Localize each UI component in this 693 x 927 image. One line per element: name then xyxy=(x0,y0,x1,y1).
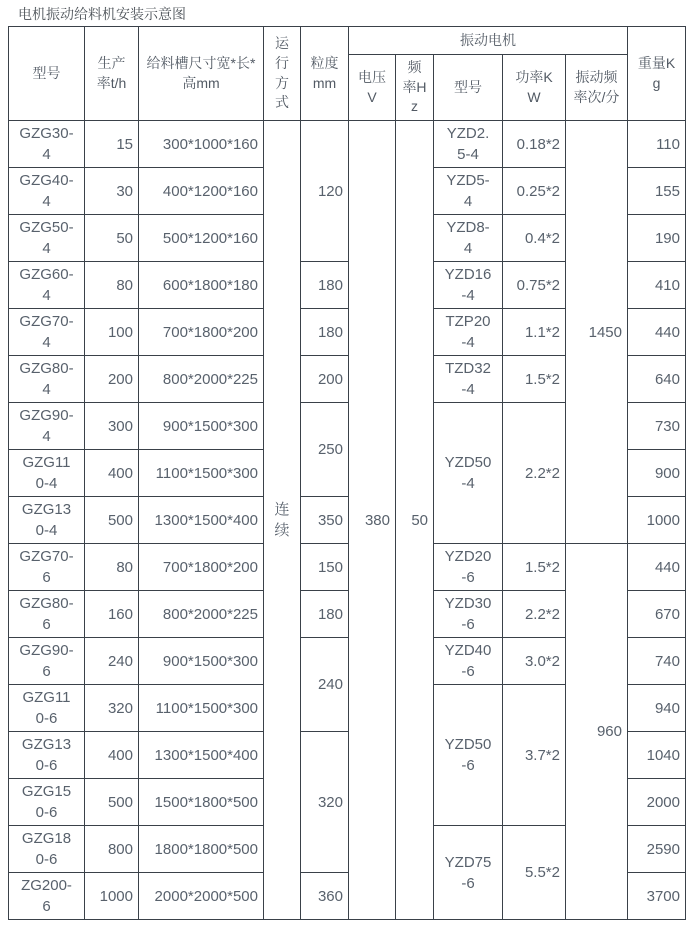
cell-production-rate: 15 xyxy=(85,121,139,168)
col-header-weight: 重量Kg xyxy=(628,27,686,121)
cell-weight: 440 xyxy=(628,544,686,591)
cell-particle-size: 180 xyxy=(301,591,349,638)
cell-production-rate: 500 xyxy=(85,779,139,826)
col-header-trough-size: 给料槽尺寸宽*长*高mm xyxy=(139,27,264,121)
cell-particle-size: 350 xyxy=(301,497,349,544)
cell-weight: 940 xyxy=(628,685,686,732)
cell-model: GZG70-4 xyxy=(9,309,85,356)
col-header-operation-mode: 运行方式 xyxy=(264,27,301,121)
cell-model: GZG50-4 xyxy=(9,215,85,262)
cell-production-rate: 300 xyxy=(85,403,139,450)
cell-trough-size: 1800*1800*500 xyxy=(139,826,264,873)
cell-motor-model: TZP20-4 xyxy=(434,309,503,356)
cell-trough-size: 1500*1800*500 xyxy=(139,779,264,826)
cell-trough-size: 800*2000*225 xyxy=(139,356,264,403)
cell-motor-model: YZD2.5-4 xyxy=(434,121,503,168)
cell-weight: 190 xyxy=(628,215,686,262)
cell-motor-model: YZD8-4 xyxy=(434,215,503,262)
cell-particle-size: 240 xyxy=(301,638,349,732)
header-row-group xyxy=(9,27,686,55)
cell-weight: 730 xyxy=(628,403,686,450)
cell-trough-size: 900*1500*300 xyxy=(139,638,264,685)
cell-trough-size: 700*1800*200 xyxy=(139,309,264,356)
col-header-frequency: 频率Hz xyxy=(396,55,434,121)
cell-operation-mode: 连续 xyxy=(264,121,301,920)
cell-particle-size: 320 xyxy=(301,732,349,873)
cell-trough-size: 1300*1500*400 xyxy=(139,732,264,779)
cell-model: GZG30-4 xyxy=(9,121,85,168)
cell-production-rate: 320 xyxy=(85,685,139,732)
cell-production-rate: 400 xyxy=(85,732,139,779)
cell-model: GZG180-6 xyxy=(9,826,85,873)
cell-motor-model: YZD75-6 xyxy=(434,826,503,920)
cell-motor-power: 5.5*2 xyxy=(503,826,566,920)
cell-production-rate: 800 xyxy=(85,826,139,873)
cell-trough-size: 900*1500*300 xyxy=(139,403,264,450)
cell-particle-size: 180 xyxy=(301,262,349,309)
cell-production-rate: 240 xyxy=(85,638,139,685)
cell-weight: 2000 xyxy=(628,779,686,826)
cell-particle-size: 180 xyxy=(301,309,349,356)
col-header-motor-model: 型号 xyxy=(434,55,503,121)
cell-vibration-frequency: 960 xyxy=(566,544,628,920)
col-header-motor-power: 功率KW xyxy=(503,55,566,121)
cell-trough-size: 300*1000*160 xyxy=(139,121,264,168)
cell-trough-size: 700*1800*200 xyxy=(139,544,264,591)
cell-particle-size: 120 xyxy=(301,121,349,262)
cell-frequency: 50 xyxy=(396,121,434,920)
cell-motor-power: 2.2*2 xyxy=(503,403,566,544)
cell-weight: 740 xyxy=(628,638,686,685)
cell-weight: 155 xyxy=(628,168,686,215)
cell-motor-power: 0.75*2 xyxy=(503,262,566,309)
cell-voltage: 380 xyxy=(349,121,396,920)
table-row xyxy=(9,121,686,168)
cell-trough-size: 500*1200*160 xyxy=(139,215,264,262)
cell-weight: 3700 xyxy=(628,873,686,920)
cell-model: GZG130-6 xyxy=(9,732,85,779)
cell-motor-power: 1.1*2 xyxy=(503,309,566,356)
cell-model: GZG110-6 xyxy=(9,685,85,732)
cell-trough-size: 1300*1500*400 xyxy=(139,497,264,544)
col-header-vibration-motor-group: 振动电机 xyxy=(349,27,628,55)
cell-production-rate: 30 xyxy=(85,168,139,215)
cell-production-rate: 160 xyxy=(85,591,139,638)
cell-model: GZG80-6 xyxy=(9,591,85,638)
cell-motor-model: YZD50-4 xyxy=(434,403,503,544)
cell-particle-size: 360 xyxy=(301,873,349,920)
cell-production-rate: 100 xyxy=(85,309,139,356)
cell-motor-power: 1.5*2 xyxy=(503,356,566,403)
cell-weight: 110 xyxy=(628,121,686,168)
cell-motor-model: YZD16-4 xyxy=(434,262,503,309)
page-title: 电机振动给料机安装示意图 xyxy=(18,6,186,22)
cell-trough-size: 1100*1500*300 xyxy=(139,450,264,497)
cell-model: GZG70-6 xyxy=(9,544,85,591)
cell-model: GZG90-6 xyxy=(9,638,85,685)
cell-motor-model: YZD50-6 xyxy=(434,685,503,826)
cell-motor-model: YZD30-6 xyxy=(434,591,503,638)
cell-motor-power: 0.25*2 xyxy=(503,168,566,215)
cell-model: GZG130-4 xyxy=(9,497,85,544)
cell-motor-model: YZD20-6 xyxy=(434,544,503,591)
cell-motor-power: 3.0*2 xyxy=(503,638,566,685)
cell-trough-size: 2000*2000*500 xyxy=(139,873,264,920)
cell-particle-size: 200 xyxy=(301,356,349,403)
cell-weight: 670 xyxy=(628,591,686,638)
cell-model: GZG90-4 xyxy=(9,403,85,450)
col-header-particle-size: 粒度mm xyxy=(301,27,349,121)
cell-model: GZG60-4 xyxy=(9,262,85,309)
cell-model: ZG200-6 xyxy=(9,873,85,920)
cell-motor-model: TZD32-4 xyxy=(434,356,503,403)
cell-production-rate: 80 xyxy=(85,544,139,591)
cell-trough-size: 800*2000*225 xyxy=(139,591,264,638)
cell-production-rate: 500 xyxy=(85,497,139,544)
cell-model: GZG80-4 xyxy=(9,356,85,403)
cell-weight: 1040 xyxy=(628,732,686,779)
cell-weight: 440 xyxy=(628,309,686,356)
cell-weight: 1000 xyxy=(628,497,686,544)
table-row xyxy=(9,544,686,591)
cell-motor-power: 2.2*2 xyxy=(503,591,566,638)
cell-motor-power: 1.5*2 xyxy=(503,544,566,591)
cell-particle-size: 250 xyxy=(301,403,349,497)
cell-production-rate: 200 xyxy=(85,356,139,403)
cell-production-rate: 1000 xyxy=(85,873,139,920)
cell-weight: 2590 xyxy=(628,826,686,873)
cell-weight: 900 xyxy=(628,450,686,497)
cell-weight: 410 xyxy=(628,262,686,309)
cell-trough-size: 400*1200*160 xyxy=(139,168,264,215)
spec-table xyxy=(8,26,686,920)
cell-motor-power: 3.7*2 xyxy=(503,685,566,826)
cell-motor-power: 0.4*2 xyxy=(503,215,566,262)
cell-particle-size: 150 xyxy=(301,544,349,591)
cell-weight: 640 xyxy=(628,356,686,403)
cell-model: GZG150-6 xyxy=(9,779,85,826)
cell-vibration-frequency: 1450 xyxy=(566,121,628,544)
col-header-production-rate: 生产率t/h xyxy=(85,27,139,121)
cell-trough-size: 600*1800*180 xyxy=(139,262,264,309)
cell-production-rate: 80 xyxy=(85,262,139,309)
cell-motor-model: YZD40-6 xyxy=(434,638,503,685)
col-header-vibration-frequency: 振动频率次/分 xyxy=(566,55,628,121)
cell-model: GZG110-4 xyxy=(9,450,85,497)
cell-trough-size: 1100*1500*300 xyxy=(139,685,264,732)
col-header-voltage: 电压V xyxy=(349,55,396,121)
cell-production-rate: 50 xyxy=(85,215,139,262)
cell-motor-model: YZD5-4 xyxy=(434,168,503,215)
cell-production-rate: 400 xyxy=(85,450,139,497)
cell-motor-power: 0.18*2 xyxy=(503,121,566,168)
cell-model: GZG40-4 xyxy=(9,168,85,215)
col-header-model: 型号 xyxy=(9,27,85,121)
